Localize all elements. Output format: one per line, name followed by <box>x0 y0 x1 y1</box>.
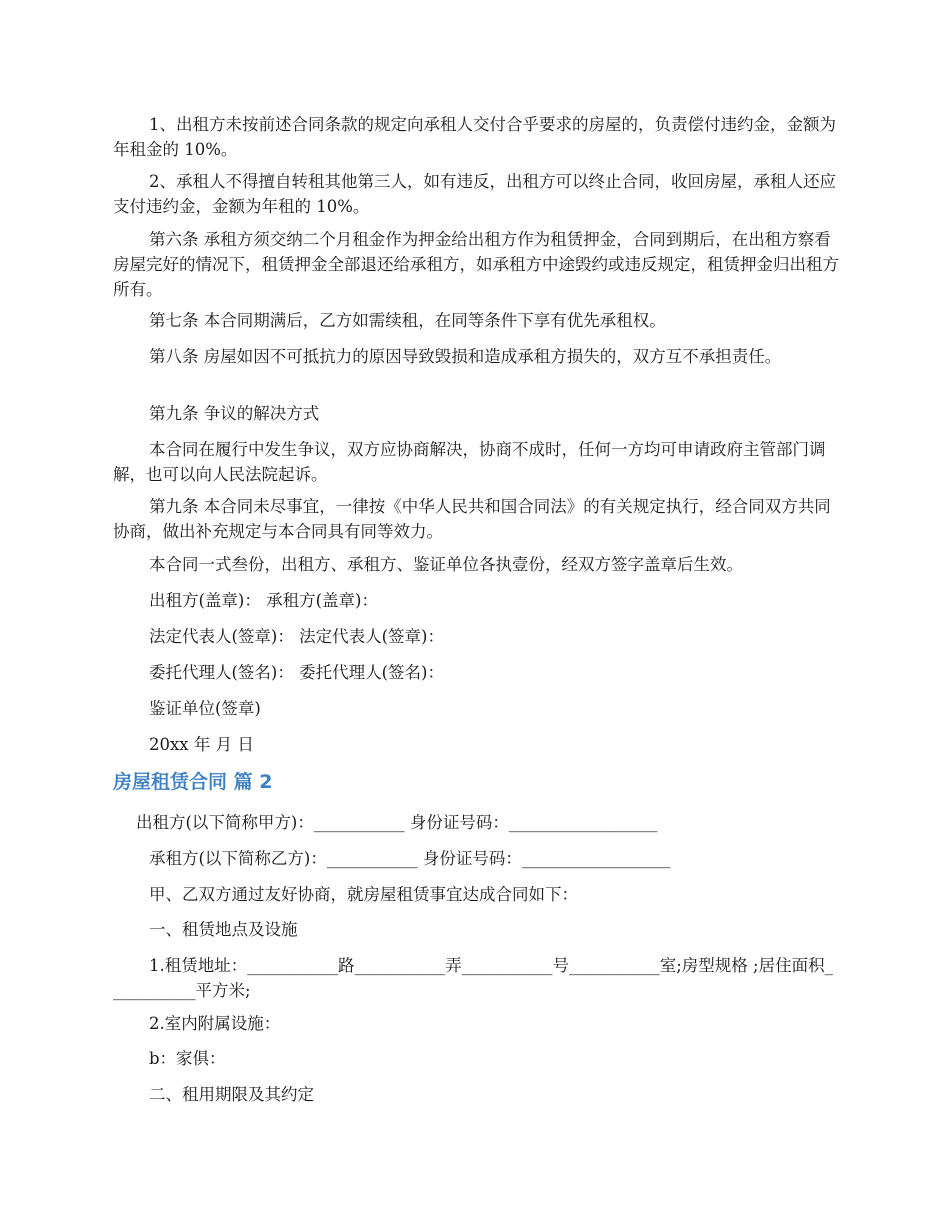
clause-2-heading: 二、租用期限及其约定 <box>149 1085 314 1104</box>
lessee-info-line: 承租方(以下简称乙方)：___________ 身份证号码：__________________ <box>149 849 671 868</box>
paragraph-article-9-dispute: 第九条 争议的解决方式 <box>149 404 320 423</box>
signature-legal-representative: 法定代表人(签章)： 法定代表人(签章)： <box>149 627 444 646</box>
signature-party-seal: 出租方(盖章)： 承租方(盖章)： <box>149 591 378 610</box>
paragraph-article-7-renewal: 第七条 本合同期满后，乙方如需续租，在同等条件下享有优先承租权。 <box>149 311 666 330</box>
signature-agent: 委托代理人(签名)： 委托代理人(签名)： <box>149 663 444 682</box>
paragraph-article-9-supplement: 第九条 本合同未尽事宜，一律按《中华人民共和国合同法》的有关规定执行，经合同双方共同协商，做出补充规定与本合同具有同等效力。 <box>113 497 831 541</box>
clause-1-heading: 一、租赁地点及设施 <box>149 920 298 939</box>
paragraph-dispute-resolution: 本合同在履行中发生争议，双方应协商解决，协商不成时，任何一方均可申请政府主管部门调解，也可以向人民法院起诉。 <box>113 440 826 484</box>
paragraph-copies: 本合同一式叁份，出租方、承租方、鉴证单位各执壹份，经双方签字盖章后生效。 <box>149 555 743 574</box>
paragraph-article-8-force-majeure: 第八条 房屋如因不可抵抗力的原因导致毁损和造成承租方损失的，双方互不承担责任。 <box>149 347 782 366</box>
paragraph-breach-lessee: 2、承租人不得擅自转租其他第三人，如有违反，出租方可以终止合同，收回房屋，承租人还应支付违约金，金额为年租的 10%。 <box>113 172 836 216</box>
paragraph-breach-lessor: 1、出租方未按前述合同条款的规定向承租人交付合乎要求的房屋的，负责偿付违约金，金额为年租金的 10%。 <box>113 115 836 159</box>
agreement-intro: 甲、乙双方通过友好协商，就房屋租赁事宜达成合同如下： <box>149 885 578 904</box>
facilities-line: 2.室内附属设施： <box>149 1014 281 1033</box>
signature-date: 20xx 年 月 日 <box>149 735 254 754</box>
furniture-line: b：家俱： <box>149 1049 226 1068</box>
lease-address: 1.租赁地址：___________路___________弄___________号___________室;房型规格 ;居住面积___________平方米; <box>113 956 833 1000</box>
section-title: 房屋租赁合同 篇 2 <box>113 771 273 793</box>
lessor-info-line: 出租方(以下简称甲方)：___________ 身份证号码：__________________ <box>136 813 658 832</box>
paragraph-article-6-deposit: 第六条 承租方须交纳二个月租金作为押金给出租方作为租赁押金，合同到期后，在出租方察看房屋完好的情况下，租赁押金全部退还给承租方，如承租方中途毁约或违反规定，租赁押金归出租方所有。 <box>113 230 839 299</box>
signature-certifier: 鉴证单位(签章) <box>149 699 261 718</box>
